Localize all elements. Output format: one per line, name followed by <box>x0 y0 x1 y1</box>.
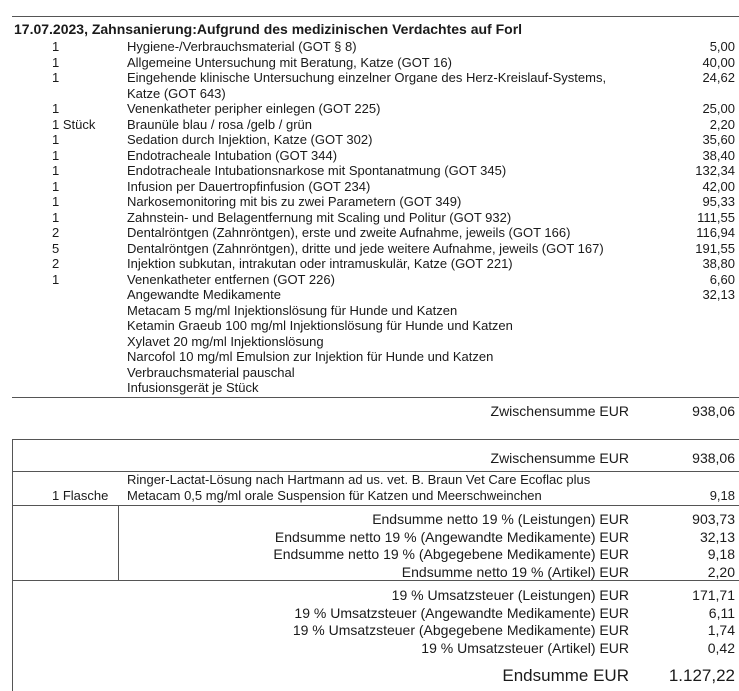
total-value: 171,71 <box>692 587 735 603</box>
total-value: 9,18 <box>707 546 735 562</box>
dispensed-desc: Ringer-Lactat-Lösung nach Hartmann ad us. vet. B. Braun Vet Care Ecoflac plus <box>127 472 591 487</box>
subtotal-row-2 <box>0 449 739 467</box>
item-desc: Endotracheale Intubation (GOT 344) <box>127 147 338 163</box>
table-row <box>0 225 739 241</box>
item-desc: Injektion subkutan, intrakutan oder intramuskulär, Katze (GOT 221) <box>127 256 513 271</box>
net-total-row <box>0 545 739 563</box>
item-desc: Dentalröntgen (Zahnröntgen), erste und zweite Aufnahme, jeweils (GOT 166) <box>127 225 571 240</box>
subtotal-label: Zwischensumme EUR <box>490 450 629 466</box>
table-row <box>0 349 739 365</box>
item-desc: Venenkatheter peripher einlegen (GOT 225) <box>127 101 381 116</box>
item-desc: Zahnstein- und Belagentfernung mit Scaling und Politur (GOT 932) <box>127 209 512 225</box>
item-amount: 38,80 <box>702 256 735 271</box>
item-desc: Venenkatheter entfernen (GOT 226) <box>127 271 335 287</box>
item-desc: Braunüle blau / rosa /gelb / grün <box>127 116 313 132</box>
item-desc: Katze (GOT 643) <box>127 85 226 101</box>
item-amount: 32,13 <box>702 287 735 302</box>
total-label: 19 % Umsatzsteuer (Angewandte Medikamente) EUR <box>294 604 629 621</box>
subtotal-value: 938,06 <box>692 450 735 466</box>
items-bottom-rule <box>12 397 739 398</box>
item-qty: 1 <box>52 178 60 194</box>
vat-row <box>0 639 739 657</box>
dispensed-desc: Metacam 0,5 mg/ml orale Suspension für Katzen und Meerschweinchen <box>127 488 542 503</box>
total-value: 903,73 <box>692 511 735 527</box>
item-qty: 1 <box>52 101 60 116</box>
table-row <box>0 132 739 148</box>
item-qty: 1 <box>52 70 60 85</box>
total-label: Endsumme netto 19 % (Artikel) EUR <box>401 563 629 580</box>
item-desc: Hygiene-/Verbrauchsmaterial (GOT § 8) <box>127 39 357 54</box>
table-row <box>0 39 739 55</box>
total-value: 1,74 <box>707 622 735 638</box>
item-amount: 116,94 <box>696 225 735 240</box>
table-row <box>0 272 739 288</box>
total-label: 19 % Umsatzsteuer (Abgegebene Medikamente) EUR <box>292 622 629 638</box>
table-row <box>0 210 739 226</box>
item-desc: Infusion per Dauertropfinfusion (GOT 234) <box>127 178 371 194</box>
table-row <box>0 70 739 86</box>
item-qty: 5 <box>52 240 60 256</box>
box-top-rule <box>12 439 739 440</box>
item-desc: Angewandte Medikamente <box>127 287 281 302</box>
item-amount: 191,55 <box>695 240 735 256</box>
item-qty: 1 <box>52 54 60 70</box>
item-amount: 2,20 <box>709 116 735 132</box>
item-desc: Sedation durch Injektion, Katze (GOT 302) <box>127 132 373 147</box>
net-total-row <box>0 528 739 546</box>
table-row <box>0 318 739 334</box>
item-desc: Ketamin Graeub 100 mg/ml Injektionslösung für Hunde und Katzen <box>127 318 513 333</box>
net-rule <box>12 580 739 581</box>
item-amount: 35,60 <box>702 132 735 147</box>
total-value: 6,11 <box>708 604 735 621</box>
table-row <box>0 365 739 381</box>
table-row <box>0 179 739 195</box>
table-row <box>0 334 739 350</box>
total-label: Endsumme netto 19 % (Abgegebene Medikamente) EUR <box>273 546 629 562</box>
item-qty: 1 <box>52 132 60 147</box>
table-row <box>0 380 739 396</box>
item-desc: Metacam 5 mg/ml Injektionslösung für Hunde und Katzen <box>127 302 458 318</box>
grand-total-value: 1.127,22 <box>668 666 735 685</box>
subtotal-label: Zwischensumme EUR <box>490 403 629 419</box>
grand-total-row <box>0 665 739 687</box>
item-amount: 25,00 <box>702 101 735 116</box>
item-amount: 95,33 <box>702 194 735 209</box>
table-row <box>0 194 739 210</box>
item-qty: 1 Stück <box>52 116 96 132</box>
item-desc: Xylavet 20 mg/ml Injektionslösung <box>127 333 324 349</box>
subtotal-value: 938,06 <box>692 403 735 419</box>
total-label: 19 % Umsatzsteuer (Leistungen) EUR <box>391 587 629 603</box>
item-desc: Verbrauchsmaterial pauschal <box>127 364 295 380</box>
dispensed-qty: 1 Flasche <box>52 488 109 503</box>
item-qty: 1 <box>52 39 60 54</box>
item-qty: 1 <box>52 271 60 287</box>
item-desc: Infusionsgerät je Stück <box>127 380 259 395</box>
item-desc: Allgemeine Untersuchung mit Beratung, Katze (GOT 16) <box>127 54 452 70</box>
dispensed-amount: 9,18 <box>709 488 735 503</box>
item-qty: 2 <box>52 225 60 240</box>
item-amount: 38,40 <box>702 147 735 163</box>
table-row <box>0 163 739 179</box>
item-desc: Dentalröntgen (Zahnröntgen), dritte und jede weitere Aufnahme, jeweils (GOT 167) <box>127 240 604 256</box>
total-value: 2,20 <box>707 563 735 580</box>
table-row <box>0 241 739 257</box>
item-qty: 1 <box>52 163 60 178</box>
total-label: 19 % Umsatzsteuer (Artikel) EUR <box>421 639 629 656</box>
net-total-row <box>0 510 739 528</box>
item-qty: 1 <box>52 209 60 225</box>
table-row <box>0 55 739 71</box>
vat-row <box>0 604 739 622</box>
subtotal-row-1 <box>0 402 739 420</box>
item-desc: Narkosemonitoring mit bis zu zwei Parametern (GOT 349) <box>127 194 462 209</box>
table-row <box>0 303 739 319</box>
item-desc: Narcofol 10 mg/ml Emulsion zur Injektion für Hunde und Katzen <box>127 349 494 364</box>
total-value: 0,42 <box>707 639 735 656</box>
vat-row <box>0 621 739 639</box>
item-amount: 24,62 <box>702 70 735 85</box>
item-desc: Endotracheale Intubationsnarkose mit Spontanatmung (GOT 345) <box>127 163 507 178</box>
item-qty: 1 <box>52 147 60 163</box>
table-row <box>0 101 739 117</box>
dispensed-row-1 <box>0 472 739 488</box>
table-row <box>0 256 739 272</box>
invoice-section-title: 17.07.2023, Zahnsanierung:Aufgrund des medizinischen Verdachtes auf Forl <box>14 21 523 37</box>
dispensed-rule <box>12 505 739 506</box>
item-amount: 132,34 <box>695 163 735 178</box>
item-amount: 6,60 <box>709 271 735 287</box>
item-amount: 5,00 <box>709 39 735 54</box>
table-row-continuation <box>0 86 739 102</box>
table-row <box>0 148 739 164</box>
item-amount: 40,00 <box>702 54 735 70</box>
top-rule <box>12 16 739 17</box>
item-amount: 111,55 <box>697 209 735 225</box>
table-row <box>0 117 739 133</box>
total-value: 32,13 <box>699 528 735 545</box>
table-row <box>0 287 739 303</box>
item-qty: 2 <box>52 256 60 271</box>
grand-total-label: Endsumme EUR <box>502 666 629 685</box>
item-amount: 42,00 <box>702 178 735 194</box>
total-label: Endsumme netto 19 % (Angewandte Medikamente) EUR <box>274 528 629 545</box>
total-label: Endsumme netto 19 % (Leistungen) EUR <box>372 511 629 527</box>
net-total-row <box>0 563 739 581</box>
item-qty: 1 <box>52 194 60 209</box>
dispensed-row-2 <box>0 488 739 504</box>
item-desc: Eingehende klinische Untersuchung einzelner Organe des Herz-Kreislauf-Systems, <box>127 70 607 85</box>
vat-row <box>0 586 739 604</box>
